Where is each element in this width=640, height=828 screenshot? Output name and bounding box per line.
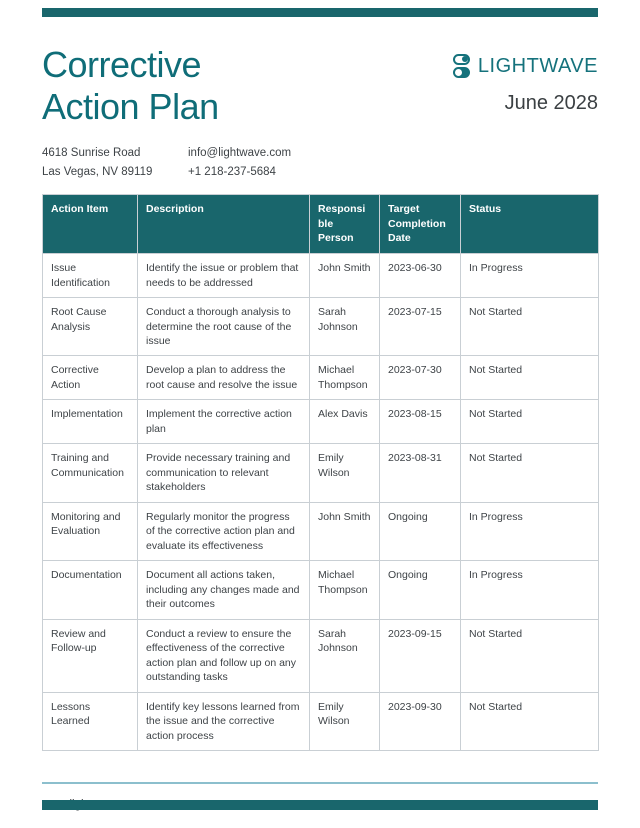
contact-block [188, 144, 291, 181]
address-block [42, 144, 188, 181]
cell-target-completion-date: Ongoing [380, 502, 461, 560]
cell-target-completion-date: 2023-09-30 [380, 692, 461, 750]
table-row [43, 298, 599, 356]
top-accent-bar [42, 8, 598, 17]
table-row [43, 502, 599, 560]
cell-target-completion-date: Ongoing [380, 561, 461, 619]
toggle-off-icon [453, 67, 470, 78]
cell-status: Not Started [461, 619, 599, 692]
cell-responsible-person: Emily Wilson [310, 692, 380, 750]
cell-action-item: Root Cause Analysis [43, 298, 138, 356]
cell-status: In Progress [461, 254, 599, 298]
cell-responsible-person: John Smith [310, 502, 380, 560]
document-header [42, 0, 598, 128]
column-header-1: Description [138, 195, 310, 254]
cell-target-completion-date: 2023-06-30 [380, 254, 461, 298]
table-row [43, 619, 599, 692]
cell-status: Not Started [461, 298, 599, 356]
cell-description: Implement the corrective action plan [138, 400, 310, 444]
cell-action-item: Monitoring and Evaluation [43, 502, 138, 560]
cell-action-item: Lessons Learned [43, 692, 138, 750]
cell-action-item: Corrective Action [43, 356, 138, 400]
table-row [43, 400, 599, 444]
document-date: June 2028 [504, 92, 598, 114]
column-header-0: Action Item [43, 195, 138, 254]
cell-status: In Progress [461, 502, 599, 560]
cell-status: Not Started [461, 356, 599, 400]
page-title [42, 44, 219, 128]
cell-description: Conduct a review to ensure the effectiveness of the corrective action plan and follow up on any outstanding tasks [138, 619, 310, 692]
cell-description: Identify key lessons learned from the issue and the corrective action process [138, 692, 310, 750]
page-title-line1: Corrective [42, 44, 202, 85]
cell-responsible-person: Michael Thompson [310, 561, 380, 619]
cell-status: Not Started [461, 692, 599, 750]
table-row [43, 692, 599, 750]
cell-responsible-person: John Smith [310, 254, 380, 298]
brand-name: LIGHTWAVE [477, 54, 598, 77]
cell-description: Provide necessary training and communication to relevant stakeholders [138, 444, 310, 502]
lightwave-toggle-icon [453, 54, 470, 78]
cell-target-completion-date: 2023-09-15 [380, 619, 461, 692]
cell-action-item: Documentation [43, 561, 138, 619]
table-header-row [43, 195, 599, 254]
address-line2: Las Vegas, NV 89119 [42, 165, 153, 178]
cell-description: Develop a plan to address the root cause and resolve the issue [138, 356, 310, 400]
cell-target-completion-date: 2023-07-30 [380, 356, 461, 400]
brand-logo [453, 54, 598, 78]
cell-target-completion-date: 2023-08-31 [380, 444, 461, 502]
column-header-4: Status [461, 195, 599, 254]
cell-description: Document all actions taken, including any changes made and their outcomes [138, 561, 310, 619]
cell-description: Conduct a thorough analysis to determine the root cause of the issue [138, 298, 310, 356]
bottom-accent-bar [42, 800, 598, 810]
table-row [43, 356, 599, 400]
contact-email: info@lightwave.com [188, 147, 292, 160]
contact-info [42, 144, 598, 181]
contact-phone: +1 218-237-5684 [188, 165, 276, 178]
cell-action-item: Training and Communication [43, 444, 138, 502]
cell-responsible-person: Emily Wilson [310, 444, 380, 502]
table-row [43, 444, 599, 502]
cell-responsible-person: Alex Davis [310, 400, 380, 444]
cell-action-item: Review and Follow-up [43, 619, 138, 692]
cell-action-item: Implementation [43, 400, 138, 444]
column-header-2: Responsible Person [310, 195, 380, 254]
cell-description: Identify the issue or problem that needs to be addressed [138, 254, 310, 298]
cell-action-item: Issue Identification [43, 254, 138, 298]
cell-responsible-person: Michael Thompson [310, 356, 380, 400]
page-title-line2: Action Plan [42, 86, 219, 128]
cell-responsible-person: Sarah Johnson [310, 619, 380, 692]
corrective-action-table [42, 194, 599, 751]
cell-target-completion-date: 2023-07-15 [380, 298, 461, 356]
footer-divider-line [42, 782, 598, 784]
cell-status: Not Started [461, 444, 599, 502]
table-row [43, 254, 599, 298]
column-header-3: Target Completion Date [380, 195, 461, 254]
cell-status: Not Started [461, 400, 599, 444]
table-body [43, 254, 599, 751]
toggle-on-icon [453, 54, 470, 65]
cell-status: In Progress [461, 561, 599, 619]
cell-responsible-person: Sarah Johnson [310, 298, 380, 356]
table-row [43, 561, 599, 619]
brand-block [453, 44, 598, 115]
cell-description: Regularly monitor the progress of the corrective action plan and evaluate its effectiveness [138, 502, 310, 560]
cell-target-completion-date: 2023-08-15 [380, 400, 461, 444]
address-line1: 4618 Sunrise Road [42, 147, 141, 160]
